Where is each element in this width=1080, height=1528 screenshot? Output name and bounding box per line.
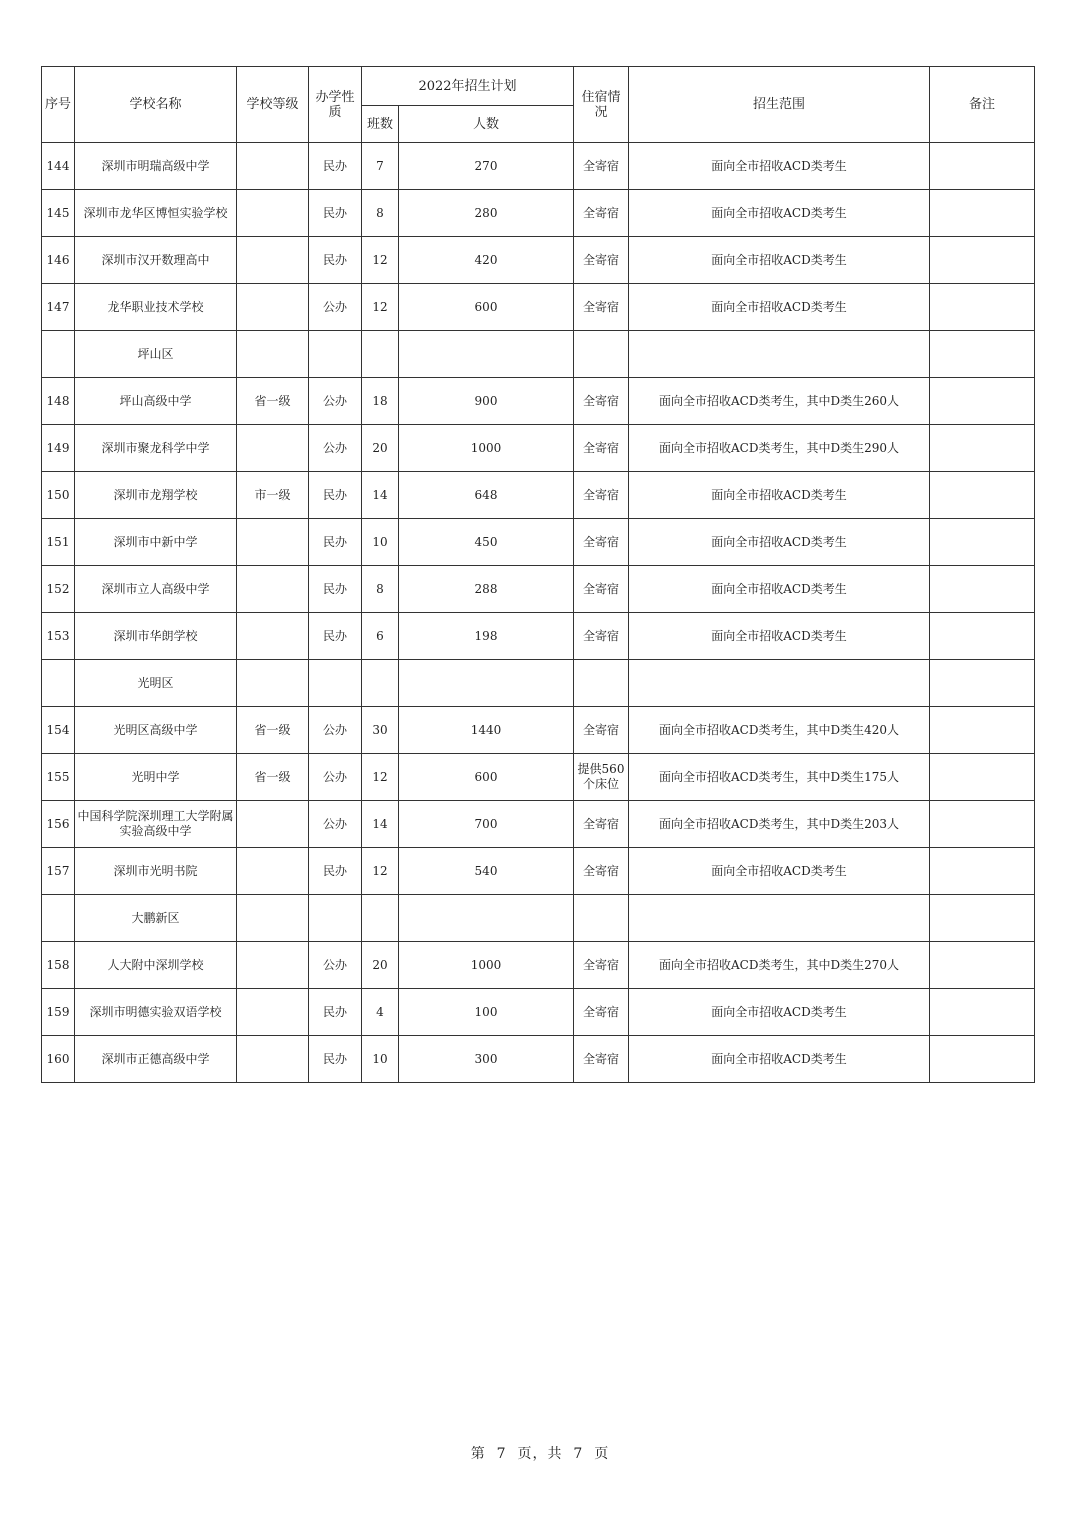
cell-range: 面向全市招收ACD类考生，其中D类生203人 xyxy=(629,801,930,848)
cell-students: 300 xyxy=(399,1036,574,1083)
cell-school-grade xyxy=(237,989,309,1036)
cell-school-name: 深圳市明德实验双语学校 xyxy=(75,989,237,1036)
cell-range: 面向全市招收ACD类考生，其中D类生260人 xyxy=(629,378,930,425)
cell-seq: 146 xyxy=(42,237,75,284)
cell-school-name: 深圳市龙华区博恒实验学校 xyxy=(75,190,237,237)
cell-seq: 154 xyxy=(42,707,75,754)
header-classes: 班数 xyxy=(362,106,399,143)
table-row xyxy=(42,190,1035,237)
cell-students: 450 xyxy=(399,519,574,566)
cell-boarding: 全寄宿 xyxy=(574,472,629,519)
cell-school-grade xyxy=(237,1036,309,1083)
cell-range: 面向全市招收ACD类考生 xyxy=(629,284,930,331)
header-students: 人数 xyxy=(399,106,574,143)
cell-nature: 公办 xyxy=(309,754,362,801)
cell-boarding: 全寄宿 xyxy=(574,848,629,895)
empty-cell xyxy=(237,895,309,942)
cell-school-name: 中国科学院深圳理工大学附属实验高级中学 xyxy=(75,801,237,848)
cell-boarding: 全寄宿 xyxy=(574,707,629,754)
cell-school-name: 人大附中深圳学校 xyxy=(75,942,237,989)
district-section-row xyxy=(42,331,1035,378)
cell-seq: 149 xyxy=(42,425,75,472)
table-row xyxy=(42,613,1035,660)
table-row xyxy=(42,143,1035,190)
cell-remark xyxy=(930,989,1035,1036)
cell-nature: 公办 xyxy=(309,284,362,331)
empty-cell xyxy=(574,331,629,378)
table-row xyxy=(42,237,1035,284)
cell-remark xyxy=(930,613,1035,660)
cell-remark xyxy=(930,190,1035,237)
table-row xyxy=(42,378,1035,425)
cell-remark xyxy=(930,942,1035,989)
cell-nature: 民办 xyxy=(309,519,362,566)
table-row xyxy=(42,425,1035,472)
empty-cell xyxy=(930,660,1035,707)
cell-classes: 8 xyxy=(362,190,399,237)
cell-boarding: 全寄宿 xyxy=(574,566,629,613)
cell-boarding: 全寄宿 xyxy=(574,1036,629,1083)
cell-school-name: 坪山高级中学 xyxy=(75,378,237,425)
header-seq: 序号 xyxy=(42,67,75,143)
cell-school-grade xyxy=(237,801,309,848)
header-plan-2022: 2022年招生计划 xyxy=(362,67,574,106)
footer-middle: 页，共 xyxy=(517,1446,563,1462)
cell-seq: 151 xyxy=(42,519,75,566)
cell-seq: 157 xyxy=(42,848,75,895)
cell-boarding: 全寄宿 xyxy=(574,143,629,190)
cell-classes: 20 xyxy=(362,425,399,472)
cell-school-name: 光明区高级中学 xyxy=(75,707,237,754)
cell-students: 420 xyxy=(399,237,574,284)
cell-nature: 公办 xyxy=(309,378,362,425)
cell-classes: 30 xyxy=(362,707,399,754)
cell-school-grade xyxy=(237,848,309,895)
cell-seq: 152 xyxy=(42,566,75,613)
table-row xyxy=(42,942,1035,989)
cell-school-grade: 省一级 xyxy=(237,378,309,425)
cell-school-name: 深圳市中新中学 xyxy=(75,519,237,566)
cell-school-name: 深圳市立人高级中学 xyxy=(75,566,237,613)
cell-classes: 14 xyxy=(362,801,399,848)
cell-seq: 150 xyxy=(42,472,75,519)
footer-prefix: 第 xyxy=(470,1446,486,1462)
cell-nature: 民办 xyxy=(309,237,362,284)
header-school-grade: 学校等级 xyxy=(237,67,309,143)
table-row xyxy=(42,566,1035,613)
footer-total-pages: 7 xyxy=(573,1446,584,1462)
cell-boarding: 全寄宿 xyxy=(574,237,629,284)
cell-seq: 153 xyxy=(42,613,75,660)
cell-remark xyxy=(930,284,1035,331)
cell-range: 面向全市招收ACD类考生 xyxy=(629,566,930,613)
empty-cell xyxy=(362,660,399,707)
cell-range: 面向全市招收ACD类考生 xyxy=(629,472,930,519)
cell-boarding: 全寄宿 xyxy=(574,989,629,1036)
empty-cell xyxy=(309,331,362,378)
cell-seq: 144 xyxy=(42,143,75,190)
cell-nature: 民办 xyxy=(309,848,362,895)
empty-cell xyxy=(574,895,629,942)
cell-school-grade: 省一级 xyxy=(237,754,309,801)
cell-seq: 155 xyxy=(42,754,75,801)
cell-boarding: 全寄宿 xyxy=(574,613,629,660)
district-name: 光明区 xyxy=(75,660,237,707)
header-range: 招生范围 xyxy=(629,67,930,143)
cell-students: 270 xyxy=(399,143,574,190)
cell-school-grade xyxy=(237,519,309,566)
cell-students: 900 xyxy=(399,378,574,425)
empty-cell xyxy=(574,660,629,707)
cell-remark xyxy=(930,566,1035,613)
cell-remark xyxy=(930,801,1035,848)
cell-remark xyxy=(930,1036,1035,1083)
table-row xyxy=(42,519,1035,566)
cell-boarding: 全寄宿 xyxy=(574,284,629,331)
cell-range: 面向全市招收ACD类考生 xyxy=(629,143,930,190)
cell-students: 648 xyxy=(399,472,574,519)
cell-students: 540 xyxy=(399,848,574,895)
cell-nature: 民办 xyxy=(309,1036,362,1083)
cell-seq: 147 xyxy=(42,284,75,331)
cell-remark xyxy=(930,237,1035,284)
cell-range: 面向全市招收ACD类考生 xyxy=(629,989,930,1036)
district-name: 坪山区 xyxy=(75,331,237,378)
cell-school-name: 深圳市聚龙科学中学 xyxy=(75,425,237,472)
empty-cell xyxy=(237,660,309,707)
header-nature: 办学性质 xyxy=(309,67,362,143)
header-remarks: 备注 xyxy=(930,67,1035,143)
district-section-row xyxy=(42,895,1035,942)
cell-students: 100 xyxy=(399,989,574,1036)
cell-classes: 4 xyxy=(362,989,399,1036)
cell-students: 1000 xyxy=(399,942,574,989)
cell-students: 288 xyxy=(399,566,574,613)
cell-nature: 民办 xyxy=(309,989,362,1036)
empty-cell xyxy=(42,660,75,707)
cell-range: 面向全市招收ACD类考生 xyxy=(629,519,930,566)
cell-school-grade xyxy=(237,613,309,660)
cell-boarding: 提供560个床位 xyxy=(574,754,629,801)
cell-remark xyxy=(930,378,1035,425)
table-row xyxy=(42,989,1035,1036)
empty-cell xyxy=(399,331,574,378)
table-row xyxy=(42,754,1035,801)
header-school-name: 学校名称 xyxy=(75,67,237,143)
cell-remark xyxy=(930,143,1035,190)
table-row xyxy=(42,284,1035,331)
cell-students: 1000 xyxy=(399,425,574,472)
empty-cell xyxy=(362,331,399,378)
cell-range: 面向全市招收ACD类考生，其中D类生270人 xyxy=(629,942,930,989)
cell-remark xyxy=(930,519,1035,566)
cell-remark xyxy=(930,754,1035,801)
district-section-row xyxy=(42,660,1035,707)
cell-classes: 8 xyxy=(362,566,399,613)
cell-classes: 12 xyxy=(362,754,399,801)
cell-school-name: 深圳市正德高级中学 xyxy=(75,1036,237,1083)
cell-school-grade xyxy=(237,143,309,190)
empty-cell xyxy=(629,895,930,942)
empty-cell xyxy=(42,895,75,942)
cell-students: 1440 xyxy=(399,707,574,754)
header-boarding: 住宿情况 xyxy=(574,67,629,143)
cell-students: 280 xyxy=(399,190,574,237)
table-row xyxy=(42,1036,1035,1083)
cell-nature: 公办 xyxy=(309,801,362,848)
cell-students: 600 xyxy=(399,284,574,331)
table-row xyxy=(42,472,1035,519)
cell-school-name: 深圳市明瑞高级中学 xyxy=(75,143,237,190)
cell-seq: 156 xyxy=(42,801,75,848)
cell-range: 面向全市招收ACD类考生，其中D类生175人 xyxy=(629,754,930,801)
cell-seq: 148 xyxy=(42,378,75,425)
cell-boarding: 全寄宿 xyxy=(574,519,629,566)
table-row xyxy=(42,801,1035,848)
cell-students: 198 xyxy=(399,613,574,660)
cell-remark xyxy=(930,707,1035,754)
cell-range: 面向全市招收ACD类考生 xyxy=(629,237,930,284)
cell-school-grade: 市一级 xyxy=(237,472,309,519)
empty-cell xyxy=(930,895,1035,942)
cell-range: 面向全市招收ACD类考生，其中D类生420人 xyxy=(629,707,930,754)
cell-remark xyxy=(930,425,1035,472)
cell-school-name: 光明中学 xyxy=(75,754,237,801)
empty-cell xyxy=(930,331,1035,378)
empty-cell xyxy=(309,895,362,942)
cell-boarding: 全寄宿 xyxy=(574,425,629,472)
cell-nature: 公办 xyxy=(309,942,362,989)
cell-school-grade: 省一级 xyxy=(237,707,309,754)
footer-suffix: 页 xyxy=(594,1446,610,1462)
cell-seq: 160 xyxy=(42,1036,75,1083)
cell-seq: 145 xyxy=(42,190,75,237)
cell-remark xyxy=(930,848,1035,895)
cell-school-name: 深圳市汉开数理高中 xyxy=(75,237,237,284)
cell-school-name: 深圳市光明书院 xyxy=(75,848,237,895)
cell-students: 600 xyxy=(399,754,574,801)
footer-page-number: 7 xyxy=(496,1446,507,1462)
cell-school-grade xyxy=(237,284,309,331)
cell-students: 700 xyxy=(399,801,574,848)
cell-nature: 民办 xyxy=(309,472,362,519)
cell-nature: 公办 xyxy=(309,425,362,472)
cell-boarding: 全寄宿 xyxy=(574,190,629,237)
cell-school-name: 深圳市华朗学校 xyxy=(75,613,237,660)
cell-seq: 158 xyxy=(42,942,75,989)
cell-boarding: 全寄宿 xyxy=(574,942,629,989)
empty-cell xyxy=(629,660,930,707)
empty-cell xyxy=(42,331,75,378)
cell-nature: 民办 xyxy=(309,190,362,237)
cell-classes: 18 xyxy=(362,378,399,425)
enrollment-plan-table xyxy=(41,66,1035,1083)
cell-classes: 6 xyxy=(362,613,399,660)
cell-nature: 公办 xyxy=(309,707,362,754)
cell-range: 面向全市招收ACD类考生 xyxy=(629,848,930,895)
cell-nature: 民办 xyxy=(309,613,362,660)
cell-classes: 10 xyxy=(362,519,399,566)
cell-boarding: 全寄宿 xyxy=(574,801,629,848)
cell-range: 面向全市招收ACD类考生 xyxy=(629,1036,930,1083)
cell-remark xyxy=(930,472,1035,519)
empty-cell xyxy=(362,895,399,942)
cell-seq: 159 xyxy=(42,989,75,1036)
cell-school-grade xyxy=(237,190,309,237)
cell-classes: 12 xyxy=(362,848,399,895)
cell-classes: 12 xyxy=(362,237,399,284)
cell-school-grade xyxy=(237,566,309,613)
cell-school-grade xyxy=(237,942,309,989)
cell-nature: 民办 xyxy=(309,143,362,190)
cell-school-grade xyxy=(237,425,309,472)
cell-range: 面向全市招收ACD类考生 xyxy=(629,190,930,237)
table-row xyxy=(42,848,1035,895)
cell-classes: 20 xyxy=(362,942,399,989)
table-row xyxy=(42,707,1035,754)
empty-cell xyxy=(399,895,574,942)
cell-school-grade xyxy=(237,237,309,284)
cell-school-name: 龙华职业技术学校 xyxy=(75,284,237,331)
cell-classes: 14 xyxy=(362,472,399,519)
cell-nature: 民办 xyxy=(309,566,362,613)
empty-cell xyxy=(309,660,362,707)
empty-cell xyxy=(629,331,930,378)
table-body xyxy=(42,143,1035,1083)
cell-range: 面向全市招收ACD类考生 xyxy=(629,613,930,660)
cell-boarding: 全寄宿 xyxy=(574,378,629,425)
cell-classes: 7 xyxy=(362,143,399,190)
cell-school-name: 深圳市龙翔学校 xyxy=(75,472,237,519)
cell-range: 面向全市招收ACD类考生，其中D类生290人 xyxy=(629,425,930,472)
page-footer xyxy=(0,1443,1080,1463)
cell-classes: 12 xyxy=(362,284,399,331)
empty-cell xyxy=(237,331,309,378)
district-name: 大鹏新区 xyxy=(75,895,237,942)
cell-classes: 10 xyxy=(362,1036,399,1083)
empty-cell xyxy=(399,660,574,707)
